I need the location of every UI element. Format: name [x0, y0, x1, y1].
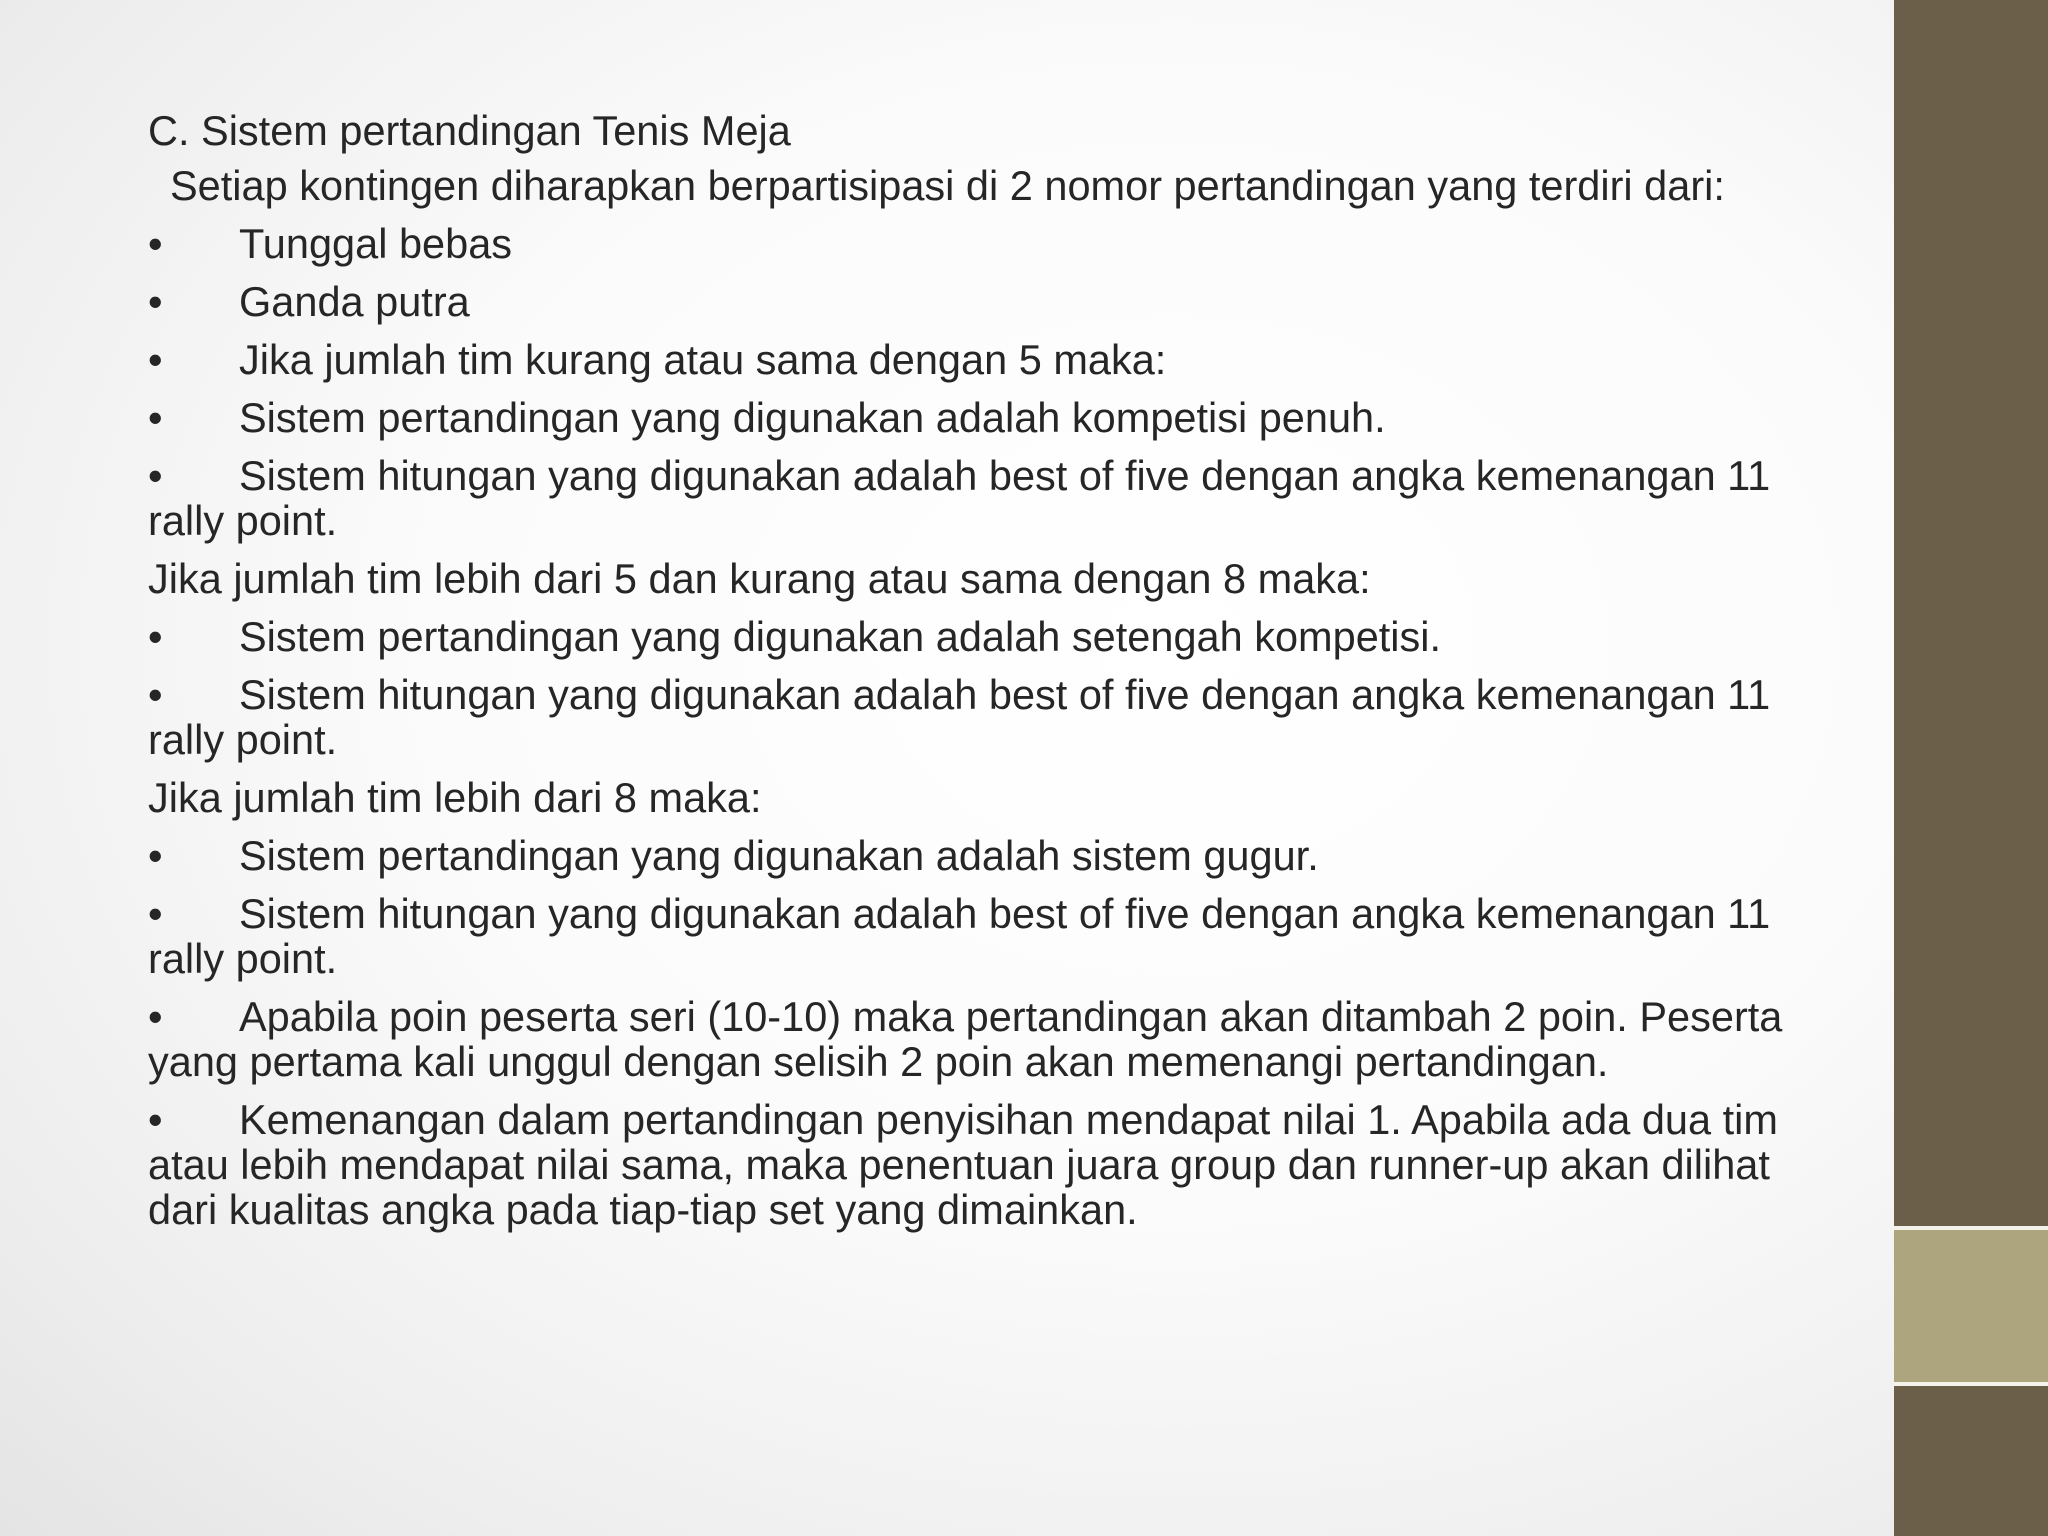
sidebar-accent-block	[1894, 1230, 2048, 1382]
sidebar-divider-bottom	[1894, 1382, 2048, 1386]
bullet-item	[148, 994, 1788, 1084]
bullet-glyph: •	[148, 613, 163, 660]
bullet-item	[148, 395, 1788, 440]
bullet-glyph: •	[148, 671, 163, 718]
bullet-text: Sistem hitungan yang digunakan adalah best of five dengan angka kemenangan 11 rally point.	[148, 452, 1771, 544]
bullet-glyph: •	[148, 336, 163, 383]
bullet-item	[148, 1097, 1788, 1232]
bullet-item	[148, 453, 1788, 543]
condition-heading: Jika jumlah tim lebih dari 5 dan kurang atau sama dengan 8 maka:	[148, 555, 1371, 602]
bullet-item	[148, 614, 1788, 659]
bullet-item	[148, 279, 1788, 324]
bullet-item	[148, 337, 1788, 382]
bullet-text: Sistem hitungan yang digunakan adalah best of five dengan angka kemenangan 11 rally point.	[148, 671, 1771, 763]
bullet-text: Ganda putra	[239, 278, 470, 325]
bullet-text: Sistem hitungan yang digunakan adalah best of five dengan angka kemenangan 11 rally point.	[148, 890, 1771, 982]
slide-title: C. Sistem pertandingan Tenis Meja	[148, 107, 791, 154]
bullet-text: Apabila poin peserta seri (10-10) maka pertandingan akan ditambah 2 poin. Peserta yang pertama kali unggul dengan selisih 2 poin akan memenangi pertandingan.	[148, 993, 1783, 1085]
bullet-text: Sistem pertandingan yang digunakan adalah kompetisi penuh.	[239, 394, 1386, 441]
bullet-glyph: •	[148, 1096, 163, 1143]
bullet-text: Tunggal bebas	[239, 220, 513, 267]
bullet-glyph: •	[148, 890, 163, 937]
bullet-glyph: •	[148, 278, 163, 325]
bullet-item	[148, 833, 1788, 878]
intro-paragraph: Setiap kontingen diharapkan berpartisipasi di 2 nomor pertandingan yang terdiri dari:	[170, 162, 1725, 209]
slide-content	[148, 108, 1788, 1245]
bullet-item	[148, 891, 1788, 981]
bullet-glyph: •	[148, 993, 163, 1040]
bullet-text: Sistem pertandingan yang digunakan adalah sistem gugur.	[239, 832, 1319, 879]
bullet-glyph: •	[148, 220, 163, 267]
bullet-glyph: •	[148, 452, 163, 499]
bullet-text: Sistem pertandingan yang digunakan adalah setengah kompetisi.	[239, 613, 1442, 660]
bullet-text: Jika jumlah tim kurang atau sama dengan 5 maka:	[239, 336, 1167, 383]
condition-heading: Jika jumlah tim lebih dari 8 maka:	[148, 774, 762, 821]
bullet-glyph: •	[148, 832, 163, 879]
bullet-item	[148, 672, 1788, 762]
bullet-glyph: •	[148, 394, 163, 441]
bullet-item	[148, 221, 1788, 266]
bullet-text: Kemenangan dalam pertandingan penyisihan mendapat nilai 1. Apabila ada dua tim atau lebih mendapat nilai sama, maka penentuan juara group dan runner-up akan dilihat dari kualitas angka pada tiap-tiap set yang dimainkan.	[148, 1096, 1778, 1233]
